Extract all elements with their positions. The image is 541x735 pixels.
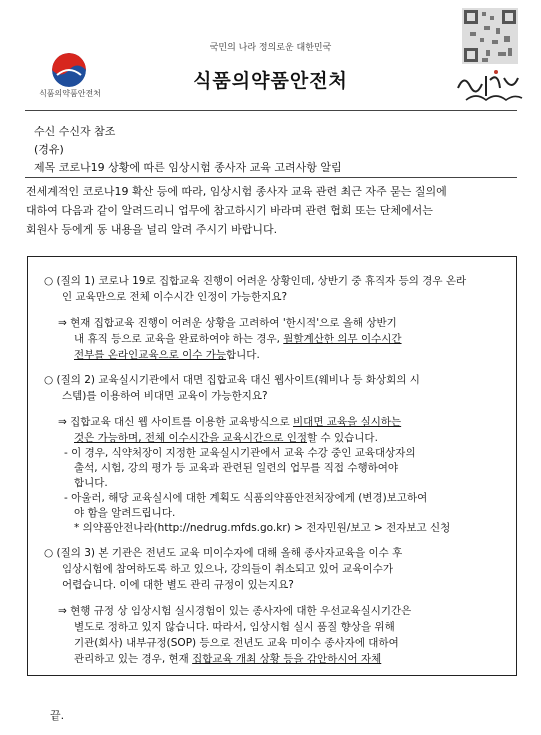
logo-text: 식품의약품안전처	[39, 89, 101, 98]
subject-line: 제목 코로나19 상황에 따른 임상시험 종사자 교육 고려사항 알림	[34, 161, 342, 174]
q3-answer-line3: 기관(회사) 내부규정(SOP) 등으로 전년도 교육 미이수 종사자에 대하여	[74, 637, 399, 649]
q3-question: ○ (질의 3) 본 기관은 전년도 교육 미이수자에 대해 올해 종사자교육을 이수 후	[44, 547, 403, 559]
body-paragraph	[26, 182, 514, 239]
q2-answer-line2: 것은 가능하며, 전체 이수시간을 교육시간으로 인정할 수 있습니다.	[74, 432, 378, 444]
slogan-signature-icon	[452, 66, 527, 106]
body-line: 대하여 다음과 같이 알려드리니 업무에 참고하시기 바라며 관련 협회 또는 단체에서는	[26, 204, 433, 217]
q1-answer-line2: 내 휴직 등으로 교육을 완료하여야 하는 경우, 월할계산한 의무 이수시간	[74, 333, 402, 345]
q1-answer-line3: 전부를 온라인교육으로 이수 가능합니다.	[74, 349, 260, 361]
q2-detail-5: 야 함을 알려드립니다.	[74, 507, 176, 519]
q2-detail-2: 출석, 시험, 강의 평가 등 교육과 관련된 일련의 업무를 직접 수행하여야	[74, 462, 399, 474]
q3-answer: ⇒ 현행 규정 상 임상시험 실시경험이 있는 종사자에 대한 우선교육실시기간은	[58, 605, 412, 617]
q2-question-cont: 스템)를 이용하여 비대면 교육이 가능한지요?	[62, 390, 268, 402]
agency-name: 식품의약품안전처	[193, 70, 348, 92]
q3-answer-line2: 별도로 정하고 있지 않습니다. 따라서, 임상시험 실시 품질 향상을 위해	[74, 621, 395, 633]
closing-mark: 끝.	[50, 709, 65, 722]
subject-divider	[25, 177, 517, 178]
q3-question-cont2: 어렵습니다. 이에 대한 별도 관리 규정이 있는지요?	[62, 579, 294, 591]
q1-question: ○ (질의 1) 코로나 19로 집합교육 진행이 어려운 상황인데, 상반기 중 휴직자 등의 경우 온라	[44, 275, 467, 287]
q2-detail-1: - 이 경우, 식약처장이 지정한 교육실시기관에서 교육 수강 중인 교육대상자의	[64, 447, 416, 459]
q3-answer-line4: 관리하고 있는 경우, 현재 집합교육 개최 상황 등을 감안하시어 자체	[74, 653, 382, 665]
q2-question: ○ (질의 2) 교육실시기관에서 대면 집합교육 대신 웹사이트(웨비나 등 화상회의 시	[44, 374, 420, 386]
q2-reference: * 의약품안전나라(http://nedrug.mfds.go.kr) > 전자민원/보고 > 전자보고 신청	[74, 522, 451, 534]
q2-detail-3: 합니다.	[74, 477, 108, 489]
q2-answer: ⇒ 집합교육 대신 웹 사이트를 이용한 교육방식으로 비대면 교육을 실시하는	[58, 416, 402, 428]
q1-answer: ⇒ 현재 집합교육 진행이 어려운 상황을 고려하여 '한시적'으로 올해 상반기	[58, 317, 397, 329]
q3-question-cont: 임상시험에 참여하도록 하고 있으나, 강의들이 취소되고 있어 교육이수가	[62, 563, 393, 575]
via-line: (경유)	[34, 143, 64, 156]
q1-question-cont: 인 교육만으로 전체 이수시간 인정이 가능한지요?	[62, 291, 288, 303]
q2-detail-4: - 아울러, 해당 교육실시에 대한 계획도 식품의약품안전처장에게 (변경)보고하여	[64, 492, 428, 504]
body-line: 전세계적인 코로나19 확산 등에 따라, 임상시험 종사자 교육 관련 최근 자주 묻는 질의에	[26, 185, 447, 198]
slogan: 국민의 나라 정의로운 대한민국	[209, 43, 332, 53]
qr-code-icon	[462, 8, 518, 64]
body-line: 회원사 등에게 동 내용을 널리 알려 주시기 바랍니다.	[26, 223, 278, 236]
recipient-line: 수신 수신자 참조	[34, 125, 116, 138]
header-divider	[25, 110, 517, 111]
